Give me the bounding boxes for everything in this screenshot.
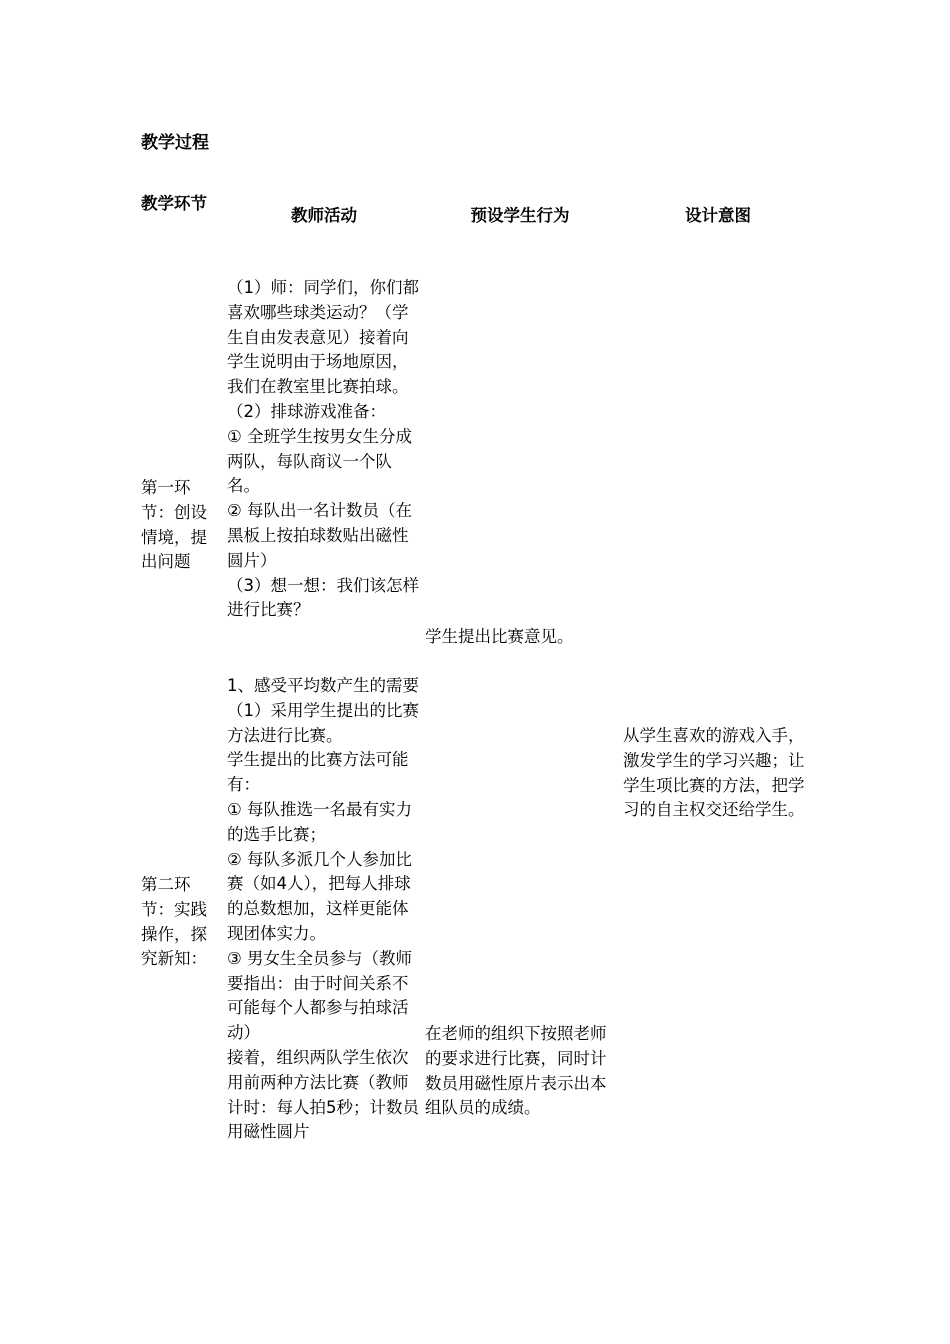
row2-teacher-line: 学生提出的比赛方法可能有： bbox=[227, 750, 409, 795]
row2-teacher-line: ③ 男女生全员参与（教师要指出：由于时间关系不可能每个人都参与拍球活动） bbox=[227, 948, 413, 1043]
row1-stage: 第一环节：创设情境，提出问题 bbox=[141, 478, 207, 572]
row1-teacher-line: （1）师：同学们，你们都喜欢哪些球类运动？（学生自由发表意见）接着向学生说明由于场地原因，我们在教室里比赛拍球。 bbox=[227, 278, 419, 397]
row2-teacher-activity bbox=[227, 674, 421, 1145]
row2-student-behavior: 在老师的组织下按照老师的要求进行比赛，同时计数员用磁性原片表示出本组队员的成绩。 bbox=[425, 1024, 607, 1118]
header-student: 预设学生行为 bbox=[470, 206, 570, 225]
row2-teacher-line: ① 每队推选一名最有实力的选手比赛； bbox=[227, 799, 413, 844]
row2-teacher-line: （1）采用学生提出的比赛方法进行比赛。 bbox=[227, 700, 419, 745]
header-intent: 设计意图 bbox=[685, 206, 751, 225]
row1-teacher-activity bbox=[227, 276, 421, 623]
row2-stage: 第二环节：实践操作，探究新知： bbox=[141, 875, 207, 969]
row1-teacher-line: ② 每队出一名计数员（在黑板上按拍球数贴出磁性圆片） bbox=[227, 501, 413, 570]
row1-teacher-line: ① 全班学生按男女生分成两队，每队商议一个队名。 bbox=[227, 426, 413, 496]
row1-design-intent: 从学生喜欢的游戏入手，激发学生的学习兴趣；让学生项比赛的方法，把学习的自主权交还给学生。 bbox=[623, 726, 805, 820]
row1-student-behavior: 学生提出比赛意见。 bbox=[425, 627, 574, 646]
row2-teacher-line: 1、感受平均数产生的需要 bbox=[227, 676, 419, 695]
row1-teacher-line: （2）排球游戏准备： bbox=[227, 401, 386, 421]
row2-teacher-line: ② 每队多派几个人参加比赛（如4人），把每人排球的总数想加，这样更能体现团体实力。 bbox=[227, 849, 413, 943]
row2-teacher-line: 接着，组织两队学生依次用前两种方法比赛（教师计时：每人拍5秒；计数员用磁性圆片 bbox=[227, 1047, 419, 1142]
row1-teacher-line: （3）想一想：我们该怎样进行比赛？ bbox=[227, 575, 419, 620]
header-teacher: 教师活动 bbox=[291, 206, 357, 225]
page-title: 教学过程 bbox=[141, 133, 209, 153]
header-stage: 教学环节 bbox=[141, 194, 207, 213]
